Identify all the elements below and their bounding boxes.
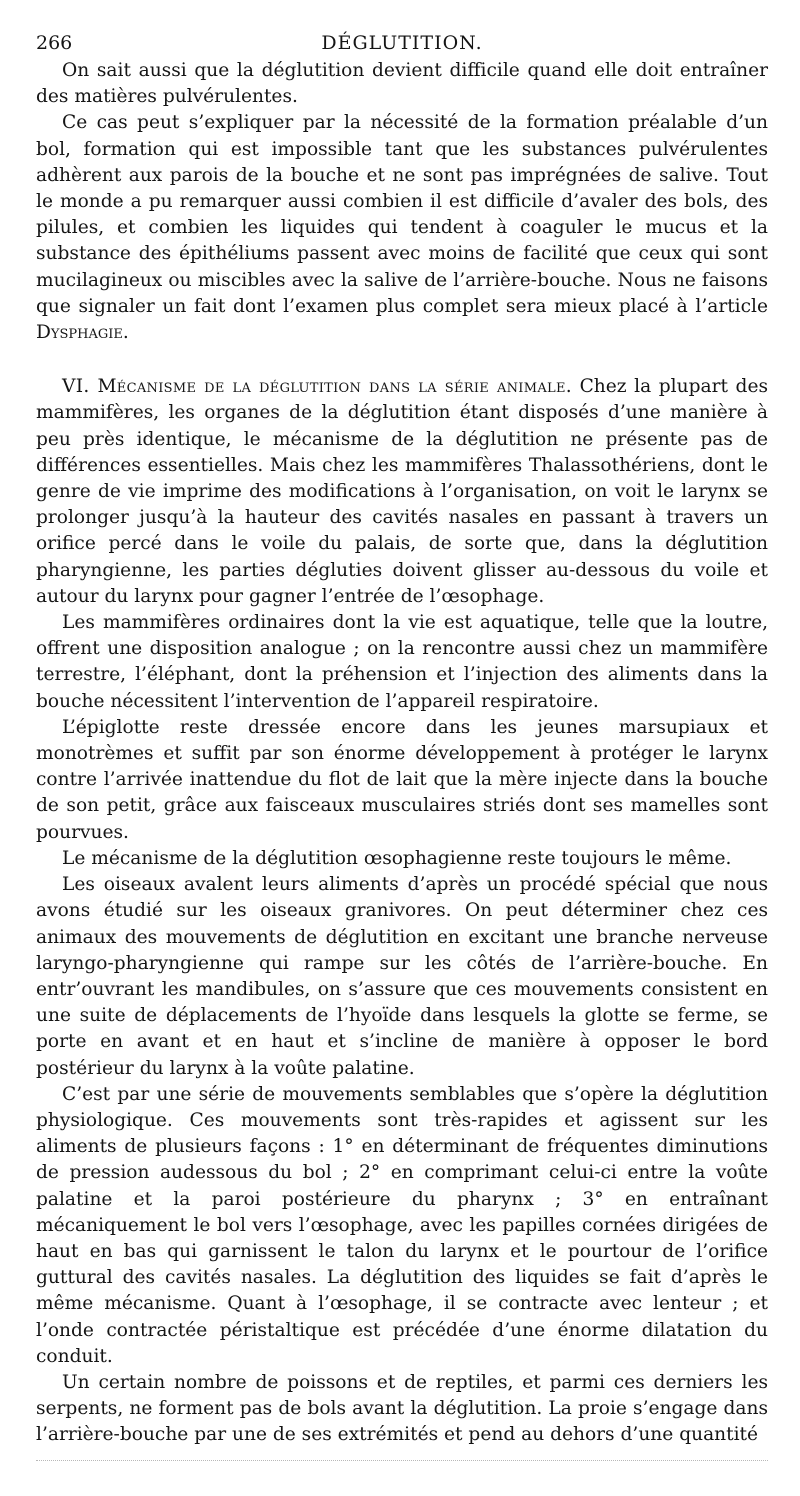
- paragraph-fish-reptiles: Un certain nombre de poissons et de reptiles, et parmi ces derniers les serpents, ne forment pas de bols avant la déglutition. La proie s’engage dans l’arrière-bouche par une de ses extrémités et pend au dehors d’une quantité: [36, 1371, 768, 1446]
- paragraph-epiglottis: L’épiglotte reste dressée encore dans les jeunes marsupiaux et monotrèmes et suffit par son énorme développement à protéger le larynx contre l’arrivée inattendue du flot de lait que la mère injecte dans la bouche de son petit, grâce aux faisceaux musculaires striés dont ses mamelles sont pourvues.: [36, 716, 768, 843]
- paragraph-oesophageal: Le mécanisme de la déglutition œsophagienne reste toujours le même.: [62, 847, 732, 869]
- paragraph-bolus-text: Ce cas peut s’expliquer par la nécessité de la formation préalable d’un bol, formation qui est impossible tant que les substances pulvérulentes adhèrent aux parois de la bouche et ne sont pas imprégnées de salive. Tout le monde a pu remarquer aussi combien il est difficile d’avaler des bols, des pilules, et combien les liquides qui tendent à coaguler le mucus et la substance des épithéliums passent avec moins de facilité que ceux qui sont mucilagineux ou miscibles avec la salive de l’arrière-bouche. Nous ne faisons que signaler un fait dont l’examen plus complet sera mieux placé à l’article: [36, 112, 768, 317]
- page-body: [36, 58, 768, 1449]
- book-page: [36, 28, 768, 1449]
- running-head: [36, 28, 768, 58]
- page-number: 266: [36, 32, 73, 54]
- paragraph-physiological-swallowing: C’est par une série de mouvements semblables que s’opère la déglutition physiologique. Ces mouvements sont très-rapides et agissent sur les aliments de plusieurs façons : 1° en déterminant de fréquentes diminutions de pression audessous du bol ; 2° en comprimant celui-ci entre la voûte palatine et la paroi postérieure du pharynx ; 3° en entraînant mécaniquement le bol vers l’œsophage, avec les papilles cornées dirigées de haut en bas qui garnissent le talon du larynx et le pourtour de l’orifice guttural des cavités nasales. La déglutition des liquides se fait d’après le même mécanisme. Quant à l’œsophage, il se contracte avec lenteur ; et l’onde contractée péristaltique est précédée d’une énorme dilatation du conduit.: [36, 1083, 768, 1367]
- section-heading: VI. Mécanisme de la déglutition dans la série animale.: [62, 376, 572, 398]
- paragraph-birds: Les oiseaux avalent leurs aliments d’après un procédé spécial que nous avons étudié sur les oiseaux granivores. On peut déterminer chez ces animaux des mouvements de déglutition en excitant une branche nerveuse laryngo-pharyngienne qui rampe sur les côtés de l’arrière-bouche. En entr’ouvrant les mandibules, on s’assure que ces mouvements consistent en une suite de déplacements de l’hyoïde dans lesquels la glotte se ferme, se porte en avant et en haut et s’incline de manière à opposer le bord postérieur du larynx à la voûte palatine.: [36, 874, 768, 1079]
- paragraph-aquatic-mammals: Les mammifères ordinaires dont la vie est aquatique, telle que la loutre, offrent une disposition analogue ; on la rencontre aussi chez un mammifère terrestre, l’éléphant, dont la préhension et l’injection des aliments dans la bouche nécessitent l’intervention de l’appareil respiratoire.: [36, 612, 768, 712]
- paragraph-pulverulent-matter: On sait aussi que la déglutition devient difficile quand elle doit entraîner des matières pulvérulentes.: [36, 60, 768, 108]
- running-title: DÉGLUTITION.: [321, 32, 483, 54]
- dysphagie-reference: Dysphagie.: [36, 322, 129, 344]
- paragraph-mammals-text: Chez la plupart des mammifères, les organes de la déglutition étant disposés d’une manière à peu près identique, le mécanisme de la déglutition ne présente pas de différences essentielles. Mais chez les mammifères Thalassothériens, dont le genre de vie imprime des modifications à l’organisation, on voit le larynx se prolonger jusqu’à la hauteur des cavités nasales en passant à travers un orifice percé dans le voile du palais, de sorte que, dans la déglutition pharyngienne, les parties dégluties doivent glisser au-dessous du voile et autour du larynx pour gagner l’entrée de l’œsophage.: [36, 376, 768, 607]
- section-spacer: [36, 346, 768, 374]
- paragraph-animal-series: [36, 374, 768, 610]
- bottom-rule: [36, 1460, 768, 1461]
- paragraph-bolus-formation: [36, 110, 768, 346]
